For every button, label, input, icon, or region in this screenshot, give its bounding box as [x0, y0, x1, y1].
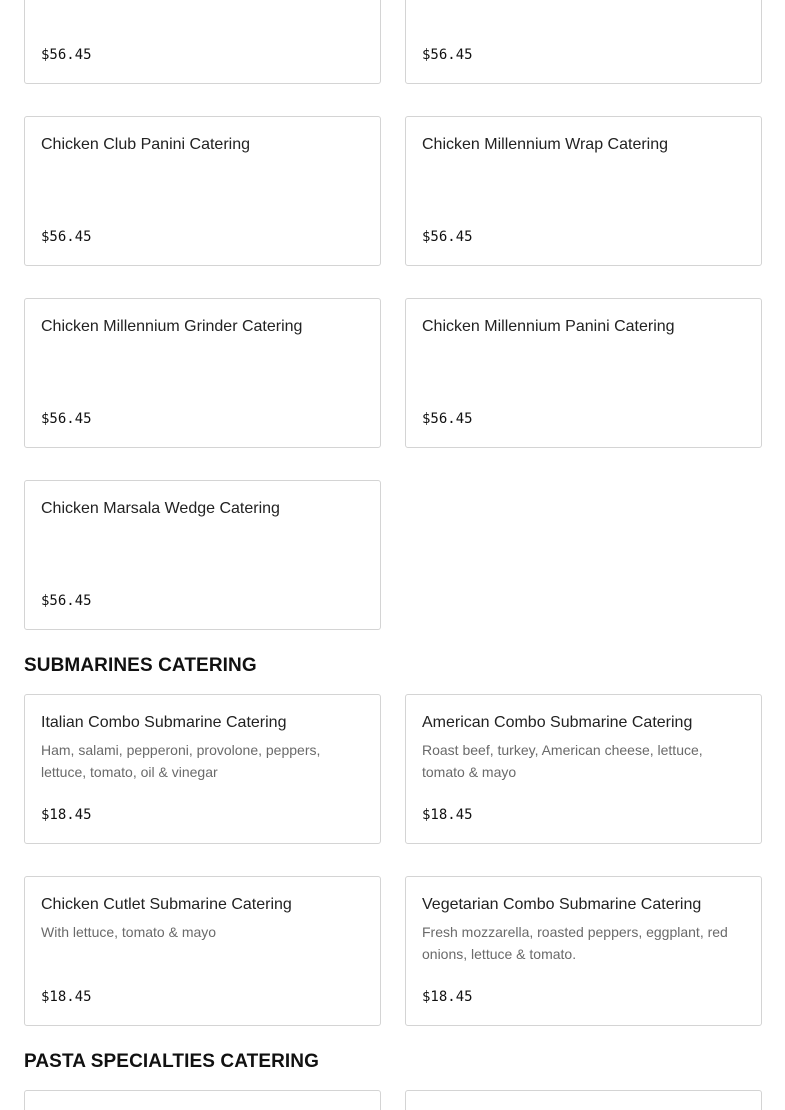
section-title-pasta: PASTA SPECIALTIES CATERING	[24, 1051, 320, 1072]
section-title-submarines: SUBMARINES CATERING	[24, 655, 257, 676]
item-price: $56.45	[422, 229, 473, 245]
item-price: $18.45	[41, 989, 92, 1005]
item-name: Chicken Marsala Wedge Catering	[41, 500, 280, 517]
item-name: Chicken Millennium Grinder Catering	[41, 318, 303, 335]
menu-item-card[interactable]	[24, 694, 381, 844]
menu-item-card[interactable]	[405, 876, 762, 1026]
item-name: Chicken Cutlet Submarine Catering	[41, 896, 292, 913]
item-name: American Combo Submarine Catering	[422, 714, 693, 731]
item-price: $56.45	[422, 411, 473, 427]
item-price: $56.45	[41, 593, 92, 609]
menu-item-card[interactable]	[24, 298, 381, 448]
menu-item-card[interactable]	[24, 116, 381, 266]
item-price: $18.45	[41, 807, 92, 823]
item-price: $56.45	[41, 47, 92, 63]
item-price: $56.45	[41, 229, 92, 245]
item-price: $18.45	[422, 807, 473, 823]
item-name: Chicken Club Panini Catering	[41, 136, 250, 153]
item-description: Ham, salami, pepperoni, provolone, peppers, lettuce, tomato, oil & vinegar	[41, 742, 321, 780]
item-price: $56.45	[41, 411, 92, 427]
item-price: $56.45	[422, 47, 473, 63]
item-name: Italian Combo Submarine Catering	[41, 714, 287, 731]
item-description: With lettuce, tomato & mayo	[41, 924, 217, 940]
item-name: Chicken Millennium Panini Catering	[422, 318, 675, 335]
menu-item-card[interactable]	[24, 480, 381, 630]
menu-item-card[interactable]	[24, 876, 381, 1026]
item-description: Roast beef, turkey, American cheese, lettuce, tomato & mayo	[422, 742, 703, 780]
menu-item-card[interactable]	[24, 1090, 381, 1110]
menu-item-card[interactable]	[405, 0, 762, 84]
item-name: Chicken Millennium Wrap Catering	[422, 136, 669, 153]
menu-item-card[interactable]	[405, 116, 762, 266]
menu-item-card[interactable]	[405, 1090, 762, 1110]
menu-item-card[interactable]	[24, 0, 381, 84]
menu-item-card[interactable]	[405, 694, 762, 844]
item-price: $18.45	[422, 989, 473, 1005]
item-description: Fresh mozzarella, roasted peppers, eggplant, red onions, lettuce & tomato.	[422, 924, 728, 962]
item-name: Vegetarian Combo Submarine Catering	[422, 896, 702, 913]
menu-item-card[interactable]	[405, 298, 762, 448]
